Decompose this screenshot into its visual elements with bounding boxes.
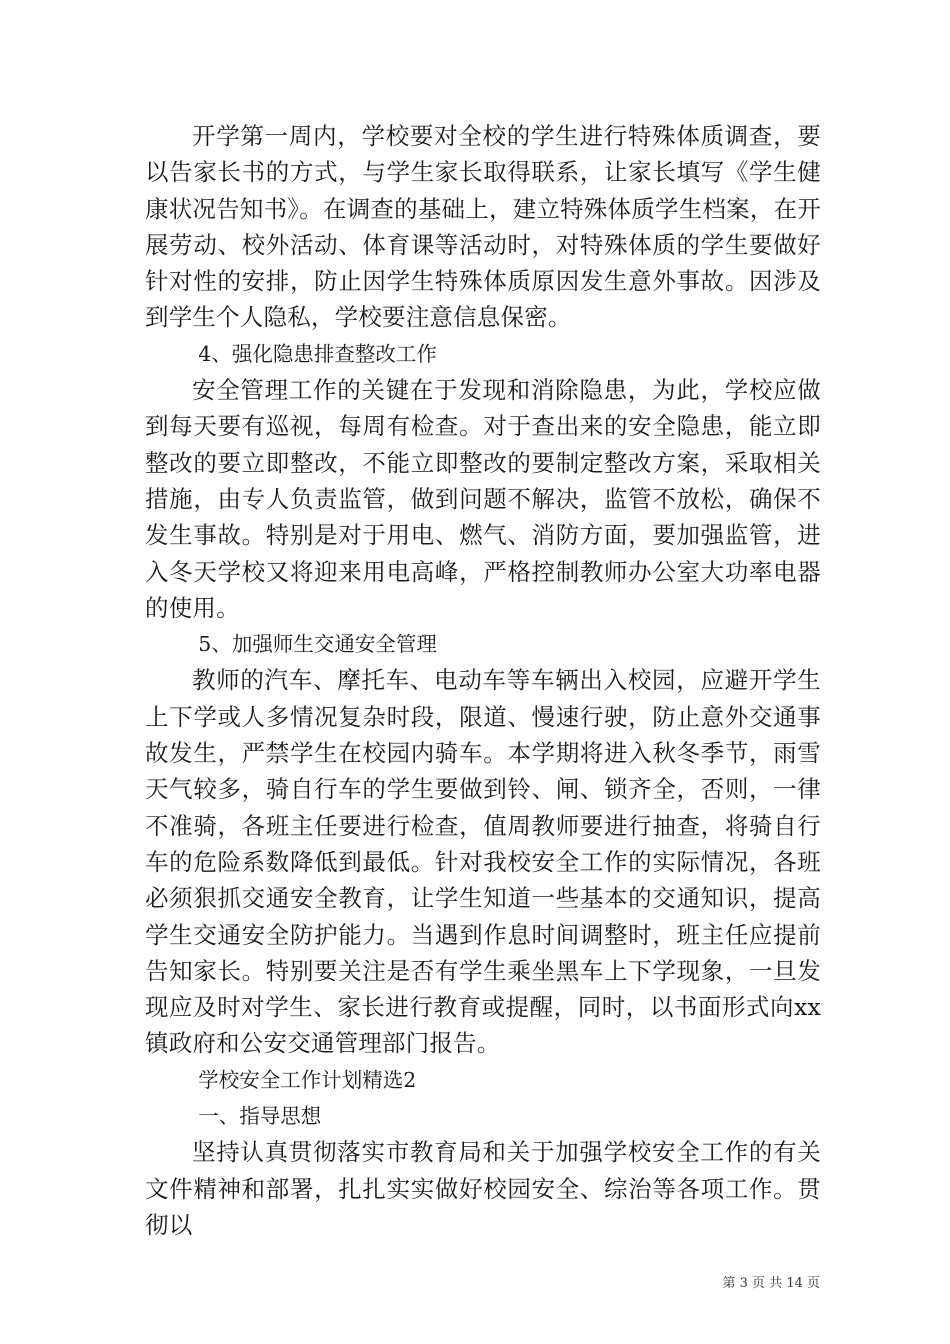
- section-heading-guiding-ideology: 一、指导思想: [198, 1104, 322, 1129]
- paragraph-hazard-inspection: 安全管理工作的关键在于发现和消除隐患，为此，学校应做到每天要有巡视，每周有检查。对于查出来的安全隐患，能立即整改的要立即整改，不能立即整改的要制定整改方案，采取相关措施，由专人负责监管，做到问题不解决，监管不放松，确保不发生事故。特别是对于用电、燃气、消防方面，要加强监管，进入冬天学校又将迎来用电高峰，严格控制教师办公室大功率电器的使用。: [145, 376, 821, 622]
- section-heading-traffic-safety: 5、加强师生交通安全管理: [198, 632, 437, 657]
- section-heading-hazard-inspection: 4、强化隐患排查整改工作: [198, 341, 437, 366]
- page-number-footer: 第 3 页 共 14 页: [722, 1276, 820, 1291]
- document-subtitle-plan-2: 学校安全工作计划精选2: [198, 1067, 417, 1092]
- paragraph-special-constitution: 开学第一周内，学校要对全校的学生进行特殊体质调查，要以告家长书的方式，与学生家长取得联系，让家长填写《学生健康状况告知书》。在调查的基础上，建立特殊体质学生档案，在开展劳动、校外活动、体育课等活动时，对特殊体质的学生要做好针对性的安排，防止因学生特殊体质原因发生意外事故。因涉及到学生个人隐私，学校要注意信息保密。: [145, 122, 821, 332]
- document-body: [145, 118, 821, 1243]
- paragraph-guiding-ideology: 坚持认真贯彻落实市教育局和关于加强学校安全工作的有关文件精神和部署，扎扎实实做好校园安全、综治等各项工作。贯彻以: [145, 1138, 821, 1239]
- paragraph-traffic-safety: 教师的汽车、摩托车、电动车等车辆出入校园，应避开学生上下学或人多情况复杂时段，限道、慢速行驶，防止意外交通事故发生，严禁学生在校园内骑车。本学期将进入秋冬季节，雨雪天气较多，骑自行车的学生要做到铃、闸、锁齐全，否则，一律不准骑，各班主任要进行检查，值周教师要进行抽查，将骑自行车的危险系数降低到最低。针对我校安全工作的实际情况，各班必须狠抓交通安全教育，让学生知道一些基本的交通知识，提高学生交通安全防护能力。当遇到作息时间调整时，班主任应提前告知家长。特别要关注是否有学生乘坐黑车上下学现象，一旦发现应及时对学生、家长进行教育或提醒，同时，以书面形式向xx镇政府和公安交通管理部门报告。: [145, 666, 821, 1058]
